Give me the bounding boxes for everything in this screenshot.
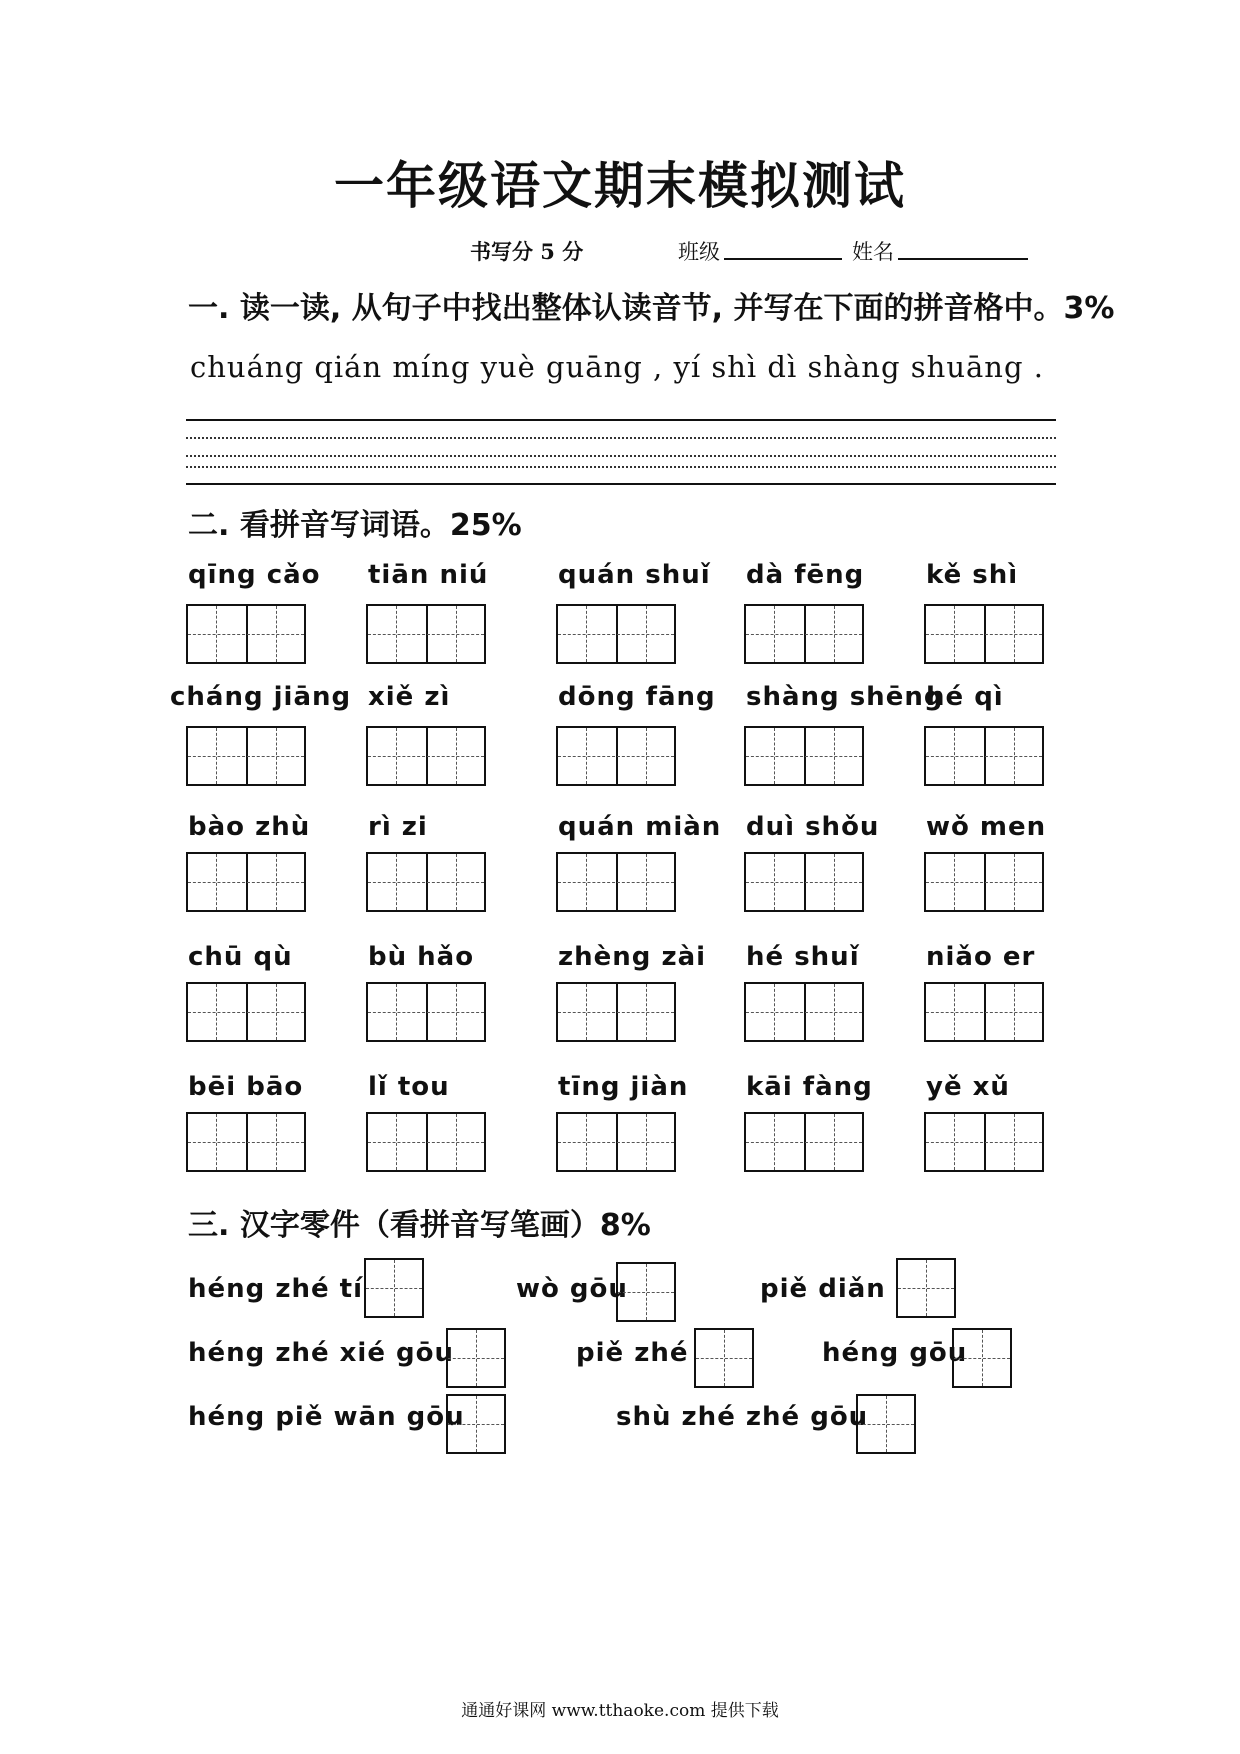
word-pinyin: cháng jiāng (170, 682, 352, 712)
word-writing-grid[interactable] (556, 604, 676, 664)
word-writing-grid[interactable] (744, 852, 864, 912)
word-writing-grid[interactable] (924, 604, 1044, 664)
word-writing-grid[interactable] (924, 982, 1044, 1042)
word-pinyin: dà fēng (746, 560, 865, 590)
class-blank[interactable] (724, 236, 842, 260)
stroke-pinyin: héng zhé xié gōu (188, 1338, 454, 1368)
line-top (186, 419, 1056, 421)
word-pinyin: quán miàn (558, 812, 722, 842)
word-pinyin: hé qì (926, 682, 1004, 712)
word-writing-grid[interactable] (556, 982, 676, 1042)
word-pinyin: quán shuǐ (558, 560, 711, 590)
word-pinyin: hé shuǐ (746, 942, 860, 972)
word-pinyin: lǐ tou (368, 1072, 450, 1102)
stroke-writing-cell[interactable] (896, 1258, 956, 1318)
line-bottom (186, 483, 1056, 485)
word-writing-grid[interactable] (366, 982, 486, 1042)
name-label: 姓名 (852, 240, 894, 264)
section2-title: 二. 看拼音写词语。25% (188, 508, 522, 543)
stroke-pinyin: shù zhé zhé gōu (616, 1402, 869, 1432)
word-pinyin: chū qù (188, 942, 293, 972)
word-pinyin: kāi fàng (746, 1072, 873, 1102)
word-writing-grid[interactable] (924, 1112, 1044, 1172)
word-pinyin: bù hǎo (368, 942, 475, 972)
word-pinyin: xiě zì (368, 682, 451, 712)
line-dotted-3 (186, 466, 1056, 468)
stroke-pinyin: héng piě wān gōu (188, 1402, 465, 1432)
pinyin-sentence: chuáng qián míng yuè guāng , yí shì dì shàng shuāng . (190, 350, 1044, 384)
word-writing-grid[interactable] (366, 726, 486, 786)
word-writing-grid[interactable] (556, 852, 676, 912)
word-writing-grid[interactable] (924, 726, 1044, 786)
stroke-writing-cell[interactable] (856, 1394, 916, 1454)
word-pinyin: kě shì (926, 560, 1019, 590)
word-pinyin: shàng shēng (746, 682, 944, 712)
word-writing-grid[interactable] (366, 852, 486, 912)
word-writing-grid[interactable] (186, 604, 306, 664)
footer: 通通好课网 www.tthaoke.com 提供下载 (461, 1701, 779, 1721)
word-pinyin: dōng fāng (558, 682, 716, 712)
stroke-writing-cell[interactable] (364, 1258, 424, 1318)
stroke-pinyin: piě zhé (576, 1338, 689, 1368)
word-pinyin: bēi bāo (188, 1072, 304, 1102)
stroke-pinyin: héng zhé tí (188, 1274, 363, 1304)
stroke-writing-cell[interactable] (952, 1328, 1012, 1388)
writing-score: 书写分 5 分 (470, 239, 584, 264)
word-writing-grid[interactable] (556, 726, 676, 786)
stroke-pinyin: piě diǎn (760, 1274, 886, 1304)
word-pinyin: niǎo er (926, 942, 1036, 972)
word-pinyin: tiān niú (368, 560, 489, 590)
word-writing-grid[interactable] (744, 1112, 864, 1172)
header-info (470, 236, 1070, 268)
word-pinyin: duì shǒu (746, 812, 880, 842)
word-pinyin: rì zi (368, 812, 428, 842)
stroke-pinyin: wò gōu (516, 1274, 628, 1304)
section1-title: 一. 读一读, 从句子中找出整体认读音节, 并写在下面的拼音格中。3% (188, 291, 1115, 326)
section3-title: 三. 汉字零件（看拼音写笔画）8% (188, 1208, 651, 1243)
word-writing-grid[interactable] (744, 604, 864, 664)
line-dotted-1 (186, 437, 1056, 439)
word-pinyin: tīng jiàn (558, 1072, 689, 1102)
name-blank[interactable] (898, 236, 1028, 260)
word-pinyin: bào zhù (188, 812, 311, 842)
stroke-writing-cell[interactable] (446, 1328, 506, 1388)
class-label: 班级 (678, 240, 720, 264)
line-dotted-2 (186, 455, 1056, 457)
word-writing-grid[interactable] (186, 982, 306, 1042)
word-writing-grid[interactable] (366, 604, 486, 664)
word-writing-grid[interactable] (186, 1112, 306, 1172)
word-writing-grid[interactable] (186, 852, 306, 912)
stroke-writing-cell[interactable] (616, 1262, 676, 1322)
stroke-writing-cell[interactable] (446, 1394, 506, 1454)
stroke-writing-cell[interactable] (694, 1328, 754, 1388)
word-writing-grid[interactable] (744, 982, 864, 1042)
word-pinyin: zhèng zài (558, 942, 707, 972)
word-pinyin: qīng cǎo (188, 560, 321, 590)
word-writing-grid[interactable] (186, 726, 306, 786)
word-writing-grid[interactable] (924, 852, 1044, 912)
page-title: 一年级语文期末模拟测试 (334, 157, 906, 215)
word-pinyin: wǒ men (926, 812, 1047, 842)
word-writing-grid[interactable] (744, 726, 864, 786)
word-pinyin: yě xǔ (926, 1072, 1010, 1102)
word-writing-grid[interactable] (366, 1112, 486, 1172)
word-writing-grid[interactable] (556, 1112, 676, 1172)
stroke-pinyin: héng gōu (822, 1338, 968, 1368)
